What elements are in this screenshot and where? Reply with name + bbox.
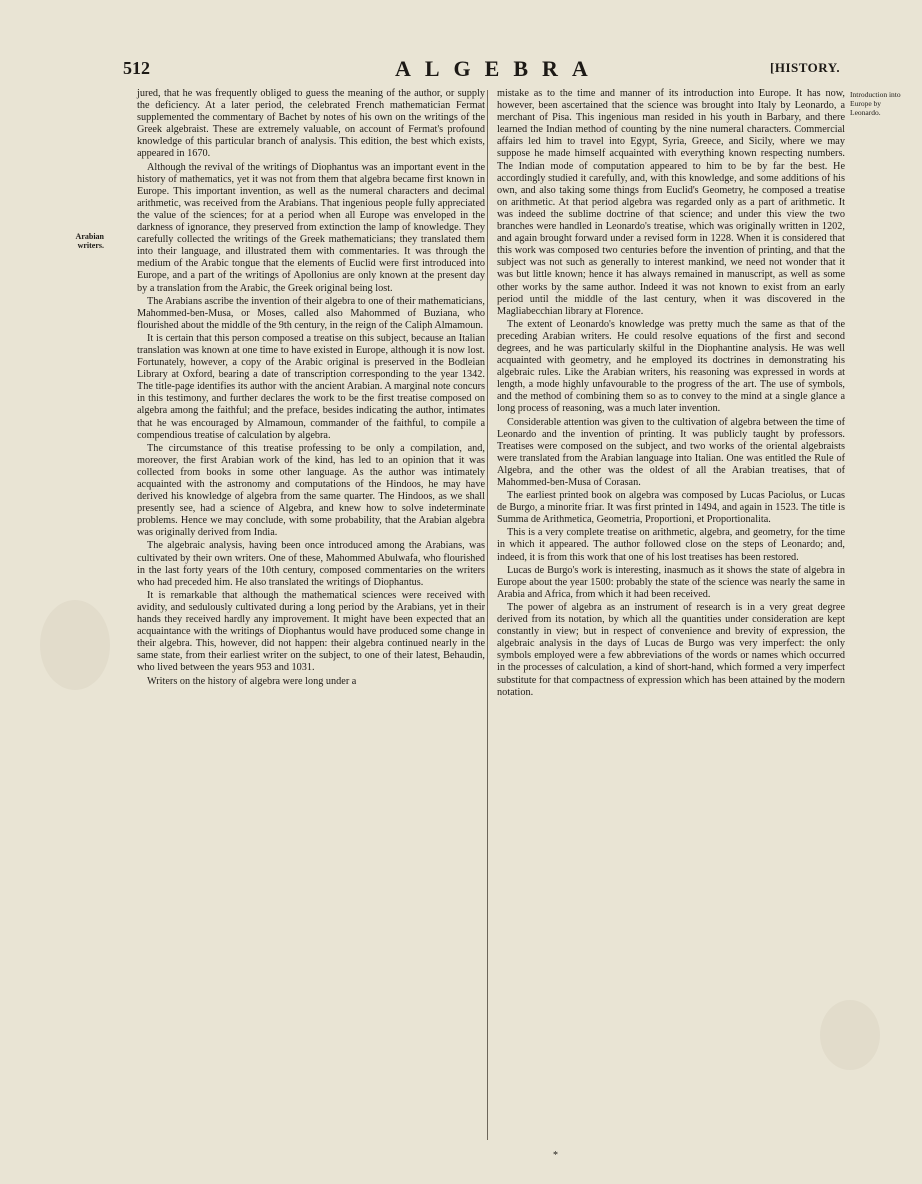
paragraph: Although the revival of the writings of Diophantus was an important event in the history of mathematics, yet it was not from them that algebra became first known in Europe. This important invention, as well as the numeral characters and decimal arithmetic, was received from the Arabians. That ingenious people fully appreciated the value of the sciences; for at a period when all Europe was enveloped in the darkness of ignorance, they preserved from extinction the lamp of knowledge. They carefully collected the writings of the Greek mathematicians; they translated them into their language, and illustrated them with commentaries. It was through the medium of the Arabic tongue that the elements of Euclid were first introduced into Europe, and a part of the writings of Apollonius are only known at the present day by a translation from the Arabic, the Greek original being lost. — [137, 161, 485, 294]
paragraph: It is certain that this person composed a treatise on this subject, because an Italian translation was known at one time to have existed in Europe, although it is now lost. Fortunately, however, a copy of the Arabic original is preserved in the Bodleian Library at Oxford, bearing a date of transcription corresponding to the year 1342. The title-page identifies its author with the ancient Arabian. A marginal note concurs in this testimony, and further declares the work to be the first treatise composed on algebra among the faithful; and the preface, besides indicating the author, intimates that he was encouraged by Almamoun, commander of the faithful, to compile a compendious treatise of calculation by algebra. — [137, 332, 485, 441]
right-column — [497, 88, 845, 700]
paragraph: The extent of Leonardo's knowledge was pretty much the same as that of the preceding Arabian writers. He could resolve equations of the first and second degrees, and he was particularly skilful in the Diophantine analysis. He was well acquainted with geometry, and he employed its doctrines in demonstrating his algebraic rules. Like the Arabian writers, his reasoning was expressed in words at length, a mode highly unfavourable to the progress of the art. The use of symbols, and the method of combining them so as to convey to the mind at a single glance a long process of reasoning, was a much later invention. — [497, 318, 845, 415]
margin-note-leonardo: Introduction into Europe by Leonardo. — [850, 90, 901, 117]
paragraph: The Arabians ascribe the invention of their algebra to one of their mathematicians, Mahommed-ben-Musa, or Moses, called also Mahommed of Buziana, who flourished about the middle of the 9th century, in the reign of the Caliph Almamoun. — [137, 295, 485, 331]
section-tag: [HISTORY. — [770, 60, 841, 75]
paragraph: This is a very complete treatise on arithmetic, algebra, and geometry, for the time in which it appeared. The author followed close on the steps of Leonardo; and, indeed, it is from this work that one of his lost treatises has been restored. — [497, 527, 845, 563]
left-column — [137, 88, 485, 689]
paragraph: The algebraic analysis, having been once introduced among the Arabians, was cultivated by their own writers. One of these, Mahommed Abulwafa, who flourished in the last forty years of the 10th century, composed commentaries on the writers who had preceded him. He also translated the writings of Diophantus. — [137, 540, 485, 588]
paragraph: Lucas de Burgo's work is interesting, inasmuch as it shows the state of algebra in Europe about the year 1500: probably the state of the science was nearly the same in Arabia and Africa, from which it had been received. — [497, 564, 845, 600]
paper-stain — [820, 1000, 880, 1070]
paper-stain — [40, 600, 110, 690]
page-number: 512 — [123, 58, 150, 78]
paragraph: The earliest printed book on algebra was composed by Lucas Paciolus, or Lucas de Burgo, a minorite friar. It was first printed in 1494, and again in 1523. The title is Summa de Arithmetica, Geometria, Proportioni, et Proportionalita. — [497, 490, 845, 526]
paragraph: The power of algebra as an instrument of research is in a very great degree derived from its notation, by which all the quantities under consideration are kept constantly in view; but in respect of convenience and brevity of expression, the algebraic analysis in the days of Lucas de Burgo was very imperfect: the only symbols employed were a few abbreviations of the words or names which occurred in the processes of calculation, a kind of short-hand, which formed a very imperfect substitute for that compactness of expression which has been attained by the modern notation. — [497, 601, 845, 698]
paragraph: The circumstance of this treatise professing to be only a compilation, and, moreover, the first Arabian work of the kind, has led to an opinion that it was collected from books in some other language. As the author was intimately acquainted with the astronomy and computations of the Hindoos, he may have derived his knowledge of algebra from the same quarter. The Hindoos, as we shall presently see, had a science of Algebra, and knew how to solve indeterminate problems. Hence we may conclude, with some probability, that the Arabian algebra was originally derived from India. — [137, 442, 485, 539]
footer-mark: * — [553, 1150, 558, 1161]
page-header — [0, 58, 922, 84]
paragraph: Considerable attention was given to the cultivation of algebra between the time of Leonardo and the invention of printing. It was publicly taught by professors. Treatises were composed on the subject, and two works of the oriental algebraists were translated from the Arabian language into Italian. One was entitled the Rule of Algebra, and the other was the oldest of all the Arabian treatises, that of Mahommed-ben-Musa of Corasan. — [497, 416, 845, 488]
running-title: ALGEBRA — [395, 56, 602, 81]
paragraph: mistake as to the time and manner of its introduction into Europe. It has now, however, been ascertained that the science was brought into Italy by Leonardo, a merchant of Pisa. This ingenious man resided in his youth in Barbary, and there learned the Indian method of counting by the nine numeral characters. Commercial affairs led him to travel into Egypt, Syria, Greece, and Sicily, where we may suppose he made himself acquainted with everything known respecting numbers. The Indian mode of computation appeared to him to be by far the best. He accordingly studied it carefully, and, with this knowledge, and some additions of his own, and also taking some things from Euclid's Geometry, he composed a treatise on arithmetic. At that period algebra was regarded only as a part of arithmetic. It was indeed the sublime doctrine of that science; and under this view the two branches were handled in Leonardo's treatise, which was originally written in 1202, and again brought forward under a revised form in 1228. When it is considered that this work was composed two centuries before the invention of printing, and that the subject was not such as generally to interest mankind, we need not wonder that it was but little known; hence it has always remained in manuscript, as well as some other works by the same author. Indeed it was not known to exist from an early period until the middle of the last century, when it was discovered in the Magliabecchian library at Florence. — [497, 88, 845, 317]
margin-note-arabian: Arabian writers. — [75, 232, 104, 250]
paragraph: Writers on the history of algebra were long under a — [147, 675, 357, 687]
paragraph: jured, that he was frequently obliged to guess the meaning of the author, or supply the deficiency. At a later period, the celebrated French mathematician Fermat supplemented the commentary of Bachet by notes of his own on the writings of the Greek algebraist. These are extremely valuable, on account of Fermat's profound knowledge of this particular branch of analysis. This edition, the best which exists, appeared in 1670. — [137, 88, 485, 160]
column-rule — [487, 90, 488, 1140]
paragraph: It is remarkable that although the mathematical sciences were received with avidity, and sedulously cultivated during a long period by the Arabians, yet in their hands they received hardly any improvement. It might have been expected that an acquaintance with the writings of Diophantus would have produced some change in their algebra. This, however, did not happen: their algebra continued nearly in the same state, from their earliest writer on the subject, to one of their latest, Behaudin, who lived between the years 953 and 1031. — [137, 589, 485, 674]
